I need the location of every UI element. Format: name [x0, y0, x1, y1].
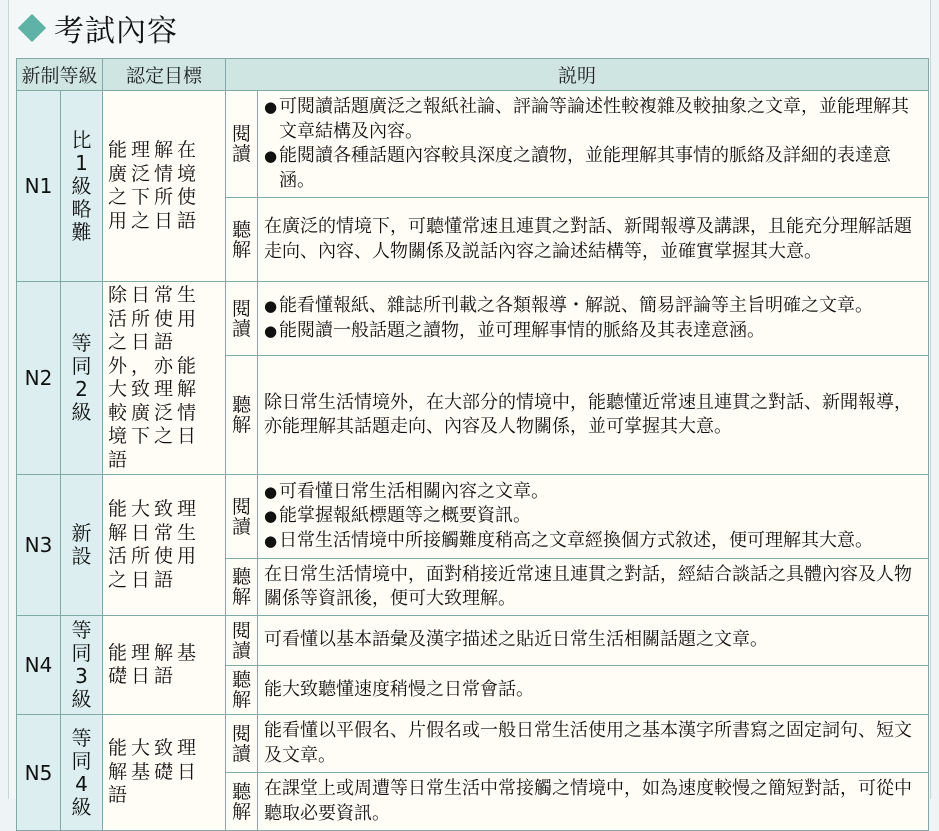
header-row	[17, 59, 929, 91]
reading-desc	[258, 91, 929, 198]
listening-desc: 在課堂上或周遭等日常生活中常接觸之情境中，如為速度較慢之簡短對話，可從中聽取必要資訊。	[258, 773, 929, 831]
listening-desc: 在廣泛的情境下，可聽懂常速且連貫之對話、新聞報導及講課，且能充分理解話題走向、內容、人物關係及説話內容之論述結構等，並確實掌握其大意。	[258, 198, 929, 282]
listening-desc: 除日常生活情境外，在大部分的情境中，能聽懂近常速且連貫之對話、新聞報導，亦能理解其話題走向、內容及人物關係，並可掌握其大意。	[258, 356, 929, 475]
reading-desc: 可看懂以基本語彙及漢字描述之貼近日常生活相關話題之文章。	[258, 616, 929, 666]
list-item: ● 能閱讀一般話題之讀物，並可理解事情的脈絡及其表達意涵。	[264, 319, 922, 344]
list-item: ● 可看懂日常生活相關內容之文章。	[264, 480, 922, 505]
header-level: 新制等級	[17, 59, 103, 91]
level-cell: N3	[17, 475, 61, 616]
old-level-cell: 比1級略難	[61, 91, 103, 282]
reading-desc	[258, 475, 929, 559]
goal-cell: 能理解基礎日語	[103, 616, 226, 715]
listening-desc: 在日常生活情境中，面對稍接近常速且連貫之對話，經結合談話之具體內容及人物關係等資訊後，便可大致理解。	[258, 559, 929, 616]
table-row	[17, 715, 929, 773]
list-item: ● 能掌握報紙標題等之概要資訊。	[264, 504, 922, 529]
listening-label: 聽解	[226, 773, 258, 831]
old-level-cell: 新設	[61, 475, 103, 616]
table-row	[17, 282, 929, 356]
list-item: ● 能閱讀各種話題內容較具深度之讀物，並能理解其事情的脈絡及詳細的表達意涵。	[264, 144, 922, 193]
header-desc: 説明	[226, 59, 929, 91]
goal-cell: 能大致理解日常生活所使用之日語	[103, 475, 226, 616]
reading-label: 閱讀	[226, 475, 258, 559]
diamond-icon	[18, 14, 46, 42]
goal-cell: 除日常生活所使用之日語外，亦能大致理解較廣泛情境下之日語	[103, 282, 226, 475]
goal-cell: 能大致理解基礎日語	[103, 715, 226, 831]
listening-label: 聽解	[226, 666, 258, 715]
level-cell: N4	[17, 616, 61, 715]
table-row	[17, 475, 929, 559]
level-cell: N2	[17, 282, 61, 475]
table-row	[17, 91, 929, 198]
reading-label: 閱讀	[226, 91, 258, 198]
old-level-cell: 等同2級	[61, 282, 103, 475]
listening-label: 聽解	[226, 356, 258, 475]
list-item: ● 可閱讀話題廣泛之報紙社論、評論等論述性較複雜及較抽象之文章，並能理解其文章結構及內容。	[264, 95, 922, 144]
list-item: ● 日常生活情境中所接觸難度稍高之文章經換個方式敘述，便可理解其大意。	[264, 529, 922, 554]
reading-desc: 能看懂以平假名、片假名或一般日常生活使用之基本漢字所書寫之固定詞句、短文及文章。	[258, 715, 929, 773]
reading-label: 閱讀	[226, 715, 258, 773]
goal-cell: 能理解在廣泛情境之下所使用之日語	[103, 91, 226, 282]
reading-label: 閱讀	[226, 616, 258, 666]
old-level-cell: 等同3級	[61, 616, 103, 715]
old-level-cell: 等同4級	[61, 715, 103, 831]
section-title: 考試內容	[54, 14, 178, 49]
list-item: ● 能看懂報紙、雜誌所刊載之各類報導・解説、簡易評論等主旨明確之文章。	[264, 294, 922, 319]
table-row	[17, 616, 929, 666]
level-cell: N1	[17, 91, 61, 282]
header-goal: 認定目標	[103, 59, 226, 91]
reading-label: 閱讀	[226, 282, 258, 356]
listening-label: 聽解	[226, 198, 258, 282]
reading-desc	[258, 282, 929, 356]
listening-desc: 能大致聽懂速度稍慢之日常會話。	[258, 666, 929, 715]
level-cell: N5	[17, 715, 61, 831]
listening-label: 聽解	[226, 559, 258, 616]
section-heading	[18, 8, 178, 48]
exam-content-table	[16, 58, 929, 831]
